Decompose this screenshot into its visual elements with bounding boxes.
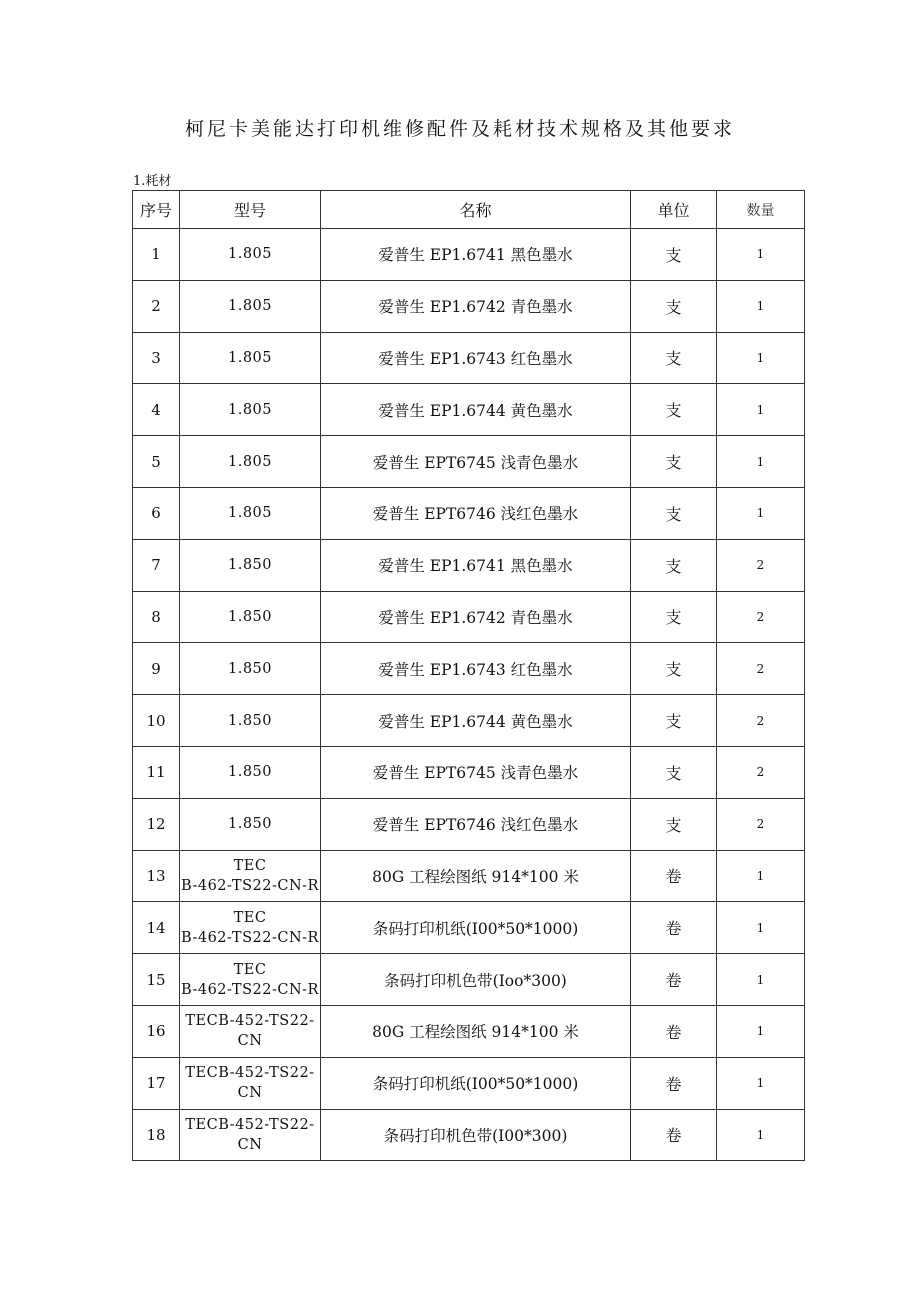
cell-model: TECB-452-TS22- CN [180,1109,321,1161]
cell-name: 爱普生 EPT6745 浅青色墨水 [321,436,631,488]
cell-model: 1.805 [180,487,321,539]
cell-name: 条码打印机纸(I00*50*1000) [321,1057,631,1109]
consumables-table [132,190,805,1161]
cell-unit: 支 [631,695,717,747]
cell-name: 爱普生 EP1.6743 红色墨水 [321,332,631,384]
cell-model: 1.850 [180,695,321,747]
cell-name: 爱普生 EPT6745 浅青色墨水 [321,746,631,798]
cell-name: 爱普生 EP1.6741 黑色墨水 [321,229,631,281]
cell-quantity: 2 [717,746,805,798]
cell-unit: 支 [631,643,717,695]
cell-quantity: 2 [717,591,805,643]
cell-model: TECB-452-TS22- CN [180,1005,321,1057]
cell-model: 1.805 [180,332,321,384]
cell-model: 1.850 [180,591,321,643]
cell-no: 16 [133,1005,180,1057]
cell-no: 6 [133,487,180,539]
header-unit: 单位 [631,191,717,229]
cell-quantity: 2 [717,643,805,695]
table-row [133,539,805,591]
table-row [133,798,805,850]
table-row [133,746,805,798]
cell-name: 爱普生 EP1.6741 黑色墨水 [321,539,631,591]
cell-model: 1.805 [180,384,321,436]
document-title: 柯尼卡美能达打印机维修配件及耗材技术规格及其他要求 [184,118,735,140]
cell-no: 10 [133,695,180,747]
table-row [133,229,805,281]
cell-unit: 支 [631,384,717,436]
cell-name: 爱普生 EPT6746 浅红色墨水 [321,798,631,850]
table-row [133,436,805,488]
cell-unit: 支 [631,280,717,332]
cell-model: 1.805 [180,229,321,281]
cell-quantity: 1 [717,332,805,384]
cell-quantity: 1 [717,436,805,488]
cell-quantity: 1 [717,1057,805,1109]
cell-quantity: 2 [717,539,805,591]
header-quantity: 数量 [717,191,805,229]
cell-no: 7 [133,539,180,591]
cell-name: 条码打印机纸(I00*50*1000) [321,902,631,954]
cell-unit: 支 [631,591,717,643]
table-row [133,643,805,695]
cell-name: 爱普生 EP1.6743 红色墨水 [321,643,631,695]
cell-unit: 支 [631,332,717,384]
cell-unit: 支 [631,487,717,539]
table-row [133,695,805,747]
section-label: 1.耗材 [133,174,172,189]
header-model: 型号 [180,191,321,229]
cell-no: 13 [133,850,180,902]
cell-model: 1.805 [180,436,321,488]
cell-model: 1.850 [180,746,321,798]
cell-no: 2 [133,280,180,332]
cell-model: TECB-452-TS22- CN [180,1057,321,1109]
cell-no: 3 [133,332,180,384]
table-row [133,384,805,436]
cell-unit: 支 [631,436,717,488]
cell-name: 爱普生 EP1.6744 黄色墨水 [321,695,631,747]
cell-name: 条码打印机色带(I00*300) [321,1109,631,1161]
cell-model: 1.850 [180,798,321,850]
table-row [133,280,805,332]
header-no: 序号 [133,191,180,229]
cell-no: 12 [133,798,180,850]
cell-unit: 卷 [631,1005,717,1057]
cell-quantity: 1 [717,902,805,954]
cell-unit: 卷 [631,954,717,1006]
cell-quantity: 1 [717,280,805,332]
cell-model: 1.805 [180,280,321,332]
cell-model: TEC B-462-TS22-CN-R [180,902,321,954]
cell-name: 爱普生 EPT6746 浅红色墨水 [321,487,631,539]
table-row [133,332,805,384]
cell-no: 11 [133,746,180,798]
cell-model: TEC B-462-TS22-CN-R [180,850,321,902]
cell-model: 1.850 [180,643,321,695]
cell-quantity: 1 [717,1005,805,1057]
cell-no: 9 [133,643,180,695]
cell-unit: 卷 [631,850,717,902]
cell-unit: 支 [631,798,717,850]
cell-unit: 卷 [631,1109,717,1161]
cell-no: 5 [133,436,180,488]
cell-quantity: 2 [717,695,805,747]
cell-name: 爱普生 EP1.6744 黄色墨水 [321,384,631,436]
table-row [133,902,805,954]
cell-unit: 支 [631,746,717,798]
cell-quantity: 1 [717,1109,805,1161]
cell-name: 爱普生 EP1.6742 青色墨水 [321,591,631,643]
cell-quantity: 1 [717,487,805,539]
cell-model: TEC B-462-TS22-CN-R [180,954,321,1006]
cell-name: 80G 工程绘图纸 914*100 米 [321,1005,631,1057]
table-row [133,1057,805,1109]
header-name: 名称 [321,191,631,229]
cell-unit: 卷 [631,1057,717,1109]
table-row [133,487,805,539]
cell-quantity: 1 [717,229,805,281]
cell-name: 爱普生 EP1.6742 青色墨水 [321,280,631,332]
table-row [133,1109,805,1161]
cell-unit: 支 [631,229,717,281]
cell-model: 1.850 [180,539,321,591]
table-row [133,954,805,1006]
table-row [133,850,805,902]
cell-quantity: 1 [717,954,805,1006]
cell-no: 18 [133,1109,180,1161]
cell-no: 14 [133,902,180,954]
cell-no: 4 [133,384,180,436]
cell-name: 80G 工程绘图纸 914*100 米 [321,850,631,902]
cell-no: 8 [133,591,180,643]
table-header-row [133,191,805,229]
cell-quantity: 1 [717,384,805,436]
cell-no: 1 [133,229,180,281]
cell-unit: 卷 [631,902,717,954]
cell-quantity: 2 [717,798,805,850]
cell-name: 条码打印机色带(Ioo*300) [321,954,631,1006]
cell-unit: 支 [631,539,717,591]
cell-no: 17 [133,1057,180,1109]
cell-no: 15 [133,954,180,1006]
table-row [133,1005,805,1057]
table-row [133,591,805,643]
cell-quantity: 1 [717,850,805,902]
